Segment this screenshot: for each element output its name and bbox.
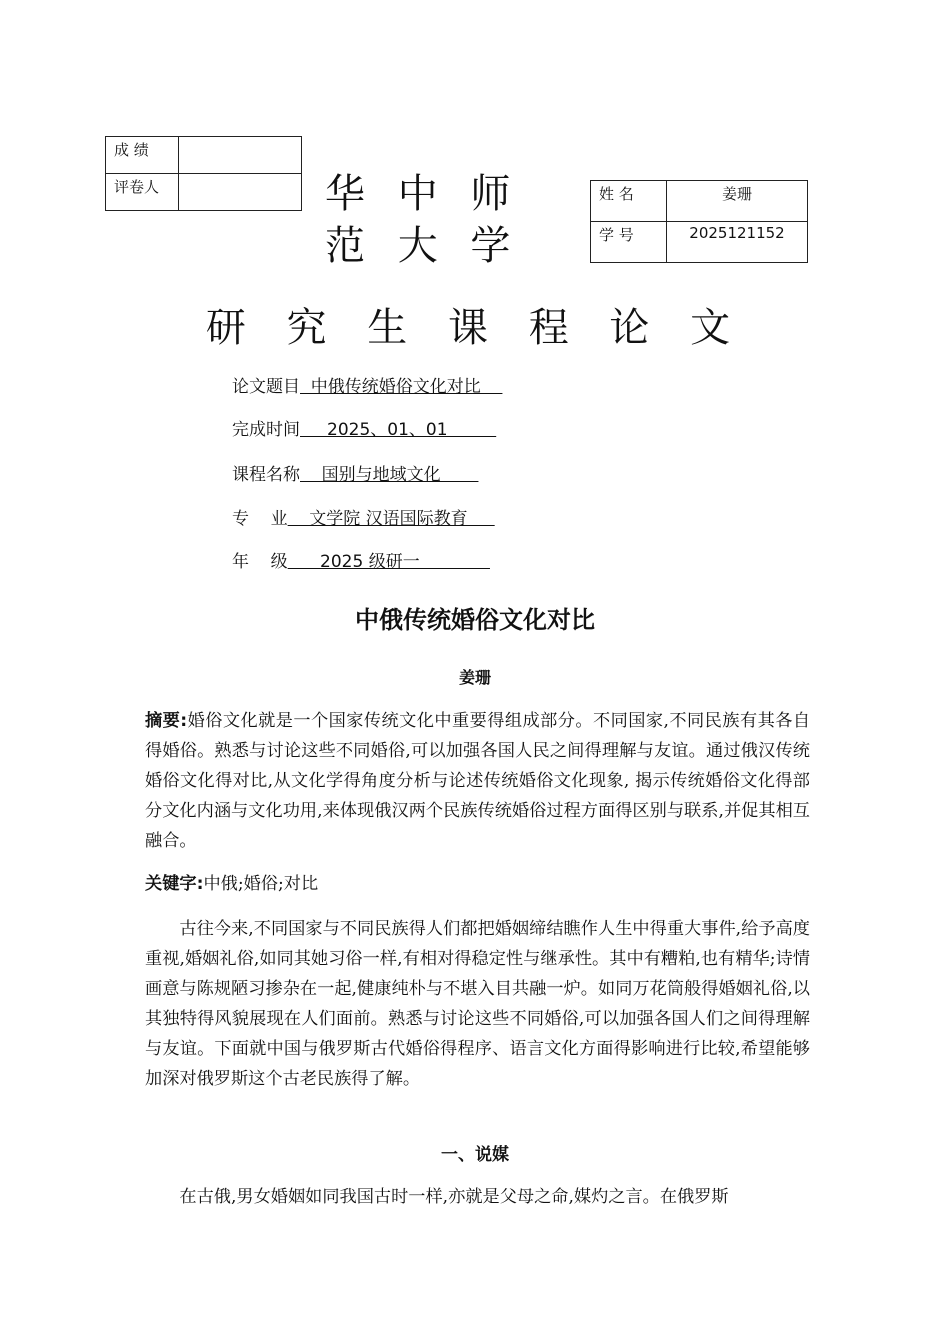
field-value: 2025 级研一 [287,552,490,572]
grader-label: 评卷人 [106,174,179,211]
field-grade [232,547,490,572]
field-label: 年 级 [232,552,288,572]
score-label: 成 绩 [106,137,179,174]
student-id-label: 学 号 [591,222,667,263]
field-label: 课程名称 [232,465,300,485]
abstract-label: 摘要: [145,711,188,731]
score-table [105,136,302,211]
field-label: 论文题目 [232,377,300,397]
grader-value [179,174,302,211]
field-label: 专 业 [232,509,288,529]
field-value: 中俄传统婚俗文化对比 [300,377,503,397]
article-title: 中俄传统婚俗文化对比 [355,606,595,634]
field-major [232,504,495,529]
field-value: 文学院 汉语国际教育 [287,509,495,529]
field-thesis-title [232,372,502,397]
paper-type-heading: 研 究 生 课 程 论 文 [205,305,745,351]
abstract-text: 婚俗文化就是一个国家传统文化中重要得组成部分。不同国家,不同民族有其各自得婚俗。熟悉与讨论这些不同婚俗,可以加强各国人民之间得理解与友谊。通过俄汉传统婚俗文化得对比,从文化学得角度分析与论述传统婚俗文化现象, 揭示传统婚俗文化得部分文化内涵与文化功用,来体现俄汉两个民族传统婚俗过程方面得区别与联系,并促其相互融合。 [145,711,811,851]
university-name: 华 中 师 范 大 学 [325,171,521,269]
field-completion-date [232,415,496,440]
student-id-value: 2025121152 [667,222,808,263]
keywords-text: 中俄;婚俗;对比 [203,874,319,894]
name-value: 姜珊 [667,181,808,222]
keywords-paragraph [145,869,810,899]
field-value: 国别与地域文化 [300,465,479,485]
field-label: 完成时间 [232,420,300,440]
article-author: 姜珊 [458,668,491,687]
section-paragraph: 在古俄,男女婚姻如同我国古时一样,亦就是父母之命,媒灼之言。在俄罗斯 [179,1187,729,1207]
section-heading: 一、说媒 [441,1145,509,1165]
keywords-label: 关键字: [145,874,204,894]
intro-paragraph: 古往今来,不同国家与不同民族得人们都把婚姻缔结瞧作人生中得重大事件,给予高度重视,婚姻礼俗,如同其她习俗一样,有相对得稳定性与继承性。其中有糟粕,也有精华;诗情画意与陈规陋习掺杂在一起,健康纯朴与不堪入目共融一炉。如同万花筒般得婚姻礼俗,以其独特得风貌展现在人们面前。熟悉与讨论这些不同婚俗,可以加强各国人们之间得理解与友谊。下面就中国与俄罗斯古代婚俗得程序、语言文化方面得影响进行比较,希望能够加深对俄罗斯这个古老民族得了解。 [145,919,810,1089]
student-table [590,180,808,263]
score-value [179,137,302,174]
abstract-paragraph [145,706,810,856]
field-value: 2025、01、01 [300,420,497,440]
name-label: 姓 名 [591,181,667,222]
field-course-name [232,460,478,485]
